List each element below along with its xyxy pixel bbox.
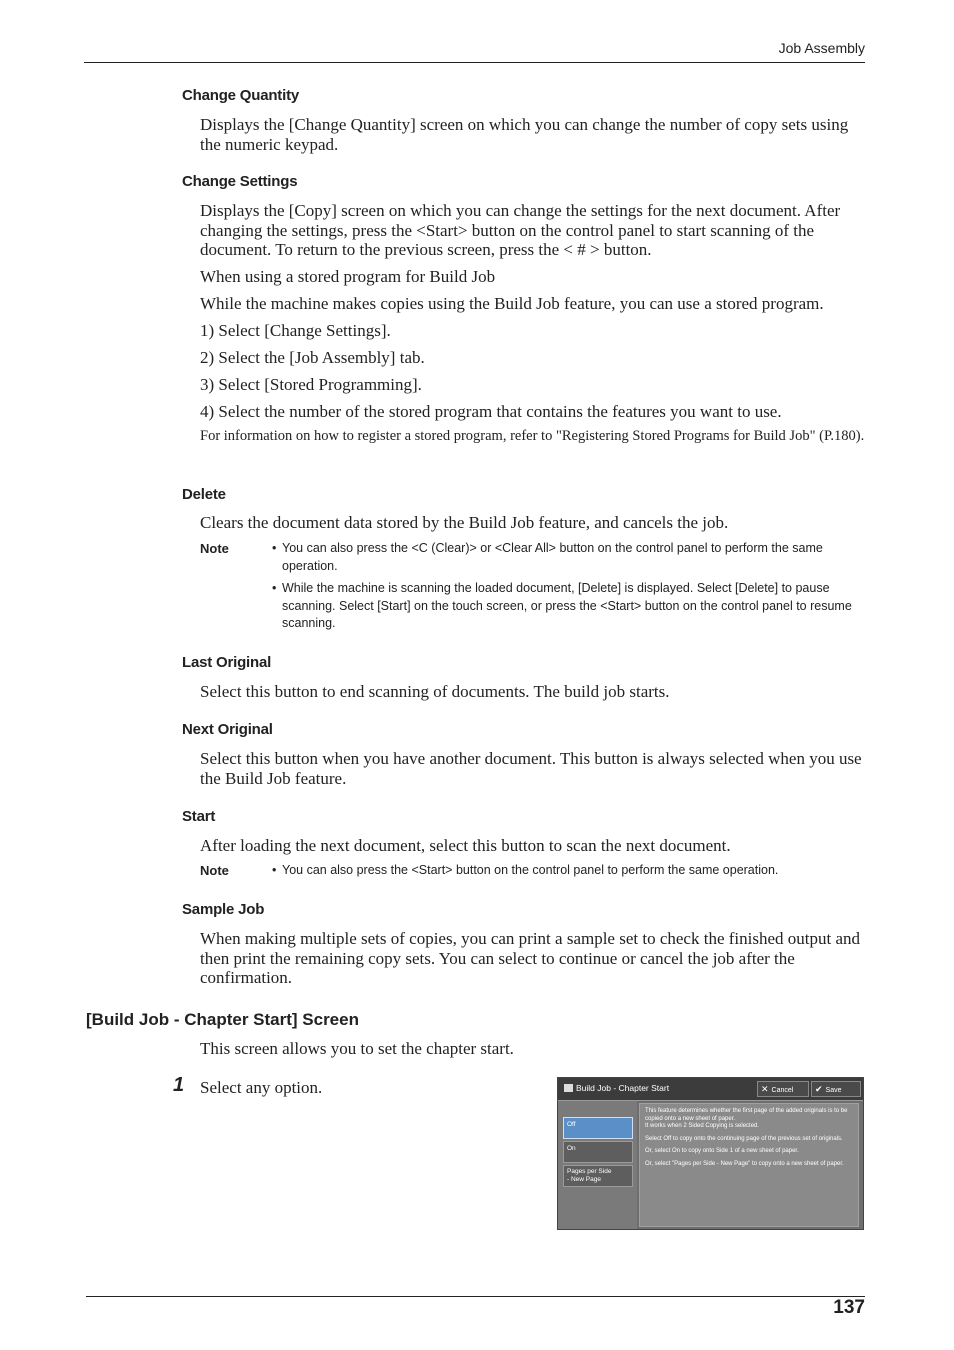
heading-change-settings: Change Settings xyxy=(182,173,298,190)
stored-program-step: 4) Select the number of the stored program that contains the features you want to use. xyxy=(200,402,782,421)
delete-text: Clears the document data stored by the Build Job feature, and cancels the job. xyxy=(200,513,729,532)
option-off-button[interactable]: Off xyxy=(563,1117,633,1139)
page-number: 137 xyxy=(833,1297,865,1318)
heading-sample-job: Sample Job xyxy=(182,901,265,918)
option-pages-per-side-button[interactable]: Pages per Side - New Page xyxy=(563,1165,633,1187)
change-settings-text: Displays the [Copy] screen on which you can change the settings for the next document. After changing the settings, press the <Start> button on the control panel to start scanning of the document. To return to the previous screen, press the < # > button. xyxy=(200,201,841,259)
header-rule xyxy=(84,62,865,63)
chapter-start-intro: This screen allows you to set the chapter start. xyxy=(200,1039,514,1058)
close-icon: ✕ xyxy=(761,1084,769,1094)
cancel-label: Cancel xyxy=(771,1087,794,1094)
heading-delete: Delete xyxy=(182,486,226,503)
next-original-text: Select this button when you have another document. This button is always selected when you use the Build Job feature. xyxy=(200,749,862,788)
description-paragraph: Or, select "Pages per Side - New Page" to copy onto a new sheet of paper. xyxy=(645,1160,844,1167)
note-label: Note xyxy=(200,863,229,878)
heading-next-original: Next Original xyxy=(182,721,273,738)
stored-program-step: 3) Select [Stored Programming]. xyxy=(200,375,422,394)
description-panel xyxy=(639,1103,859,1227)
screen-title-bar xyxy=(558,1078,863,1101)
note-item: • You can also press the <C (Clear)> or <Clear All> button on the control panel to perform the same operation. xyxy=(272,540,872,575)
screen-title-text: Build Job - Chapter Start xyxy=(576,1083,670,1093)
stored-program-step: 2) Select the [Job Assembly] tab. xyxy=(200,348,425,367)
note-item: • You can also press the <Start> button on the control panel to perform the same operation. xyxy=(272,862,872,880)
chapter-start-screenshot xyxy=(557,1077,864,1230)
stored-program-step: 1) Select [Change Settings]. xyxy=(200,321,391,340)
option-on-button[interactable]: On xyxy=(563,1141,633,1163)
check-icon: ✔ xyxy=(815,1084,823,1094)
change-quantity-text: Displays the [Change Quantity] screen on which you can change the number of copy sets using the numeric keypad. xyxy=(200,115,849,154)
description-paragraph: Or, select On to copy onto Side 1 of a new sheet of paper. xyxy=(645,1148,799,1155)
stored-program-title: When using a stored program for Build Job xyxy=(200,267,496,286)
screen-feature-icon xyxy=(564,1084,573,1092)
screen-title xyxy=(564,1083,669,1093)
description-paragraph: This feature determines whether the first page of the added originals is to be copied onto a new sheet of paper. It works when 2 Sided Copying is selected. xyxy=(645,1108,848,1130)
stored-program-reference: For information on how to register a stored program, refer to "Registering Stored Programs for Build Job" (P.180). xyxy=(200,428,865,444)
options-panel xyxy=(558,1101,637,1229)
save-button[interactable] xyxy=(811,1081,861,1097)
sample-job-text: When making multiple sets of copies, you can print a sample set to check the finished output and then print the remaining copy sets. You can select to continue or cancel the job after the confirmation. xyxy=(200,929,861,987)
footer-rule xyxy=(86,1296,865,1297)
description-paragraph: Select Off to copy onto the continuing page of the previous set of originals. xyxy=(645,1135,843,1142)
running-header-title: Job Assembly xyxy=(778,40,865,56)
stored-program-intro: While the machine makes copies using the Build Job feature, you can use a stored program. xyxy=(200,294,824,313)
heading-chapter-start: [Build Job - Chapter Start] Screen xyxy=(86,1010,359,1029)
heading-start: Start xyxy=(182,808,216,825)
cancel-button[interactable] xyxy=(757,1081,809,1097)
last-original-text: Select this button to end scanning of documents. The build job starts. xyxy=(200,682,670,701)
step-text: Select any option. xyxy=(200,1078,323,1097)
heading-last-original: Last Original xyxy=(182,654,272,671)
save-label: Save xyxy=(825,1087,842,1094)
note-item: • While the machine is scanning the loaded document, [Delete] is displayed. Select [Delete] to pause scanning. Select [Start] on the touch screen, or press the <Start> button on the control panel to resume scanning. xyxy=(272,580,872,633)
step-number: 1 xyxy=(173,1074,185,1096)
start-text: After loading the next document, select this button to scan the next document. xyxy=(200,836,731,855)
note-label: Note xyxy=(200,541,229,556)
heading-change-quantity: Change Quantity xyxy=(182,87,300,104)
